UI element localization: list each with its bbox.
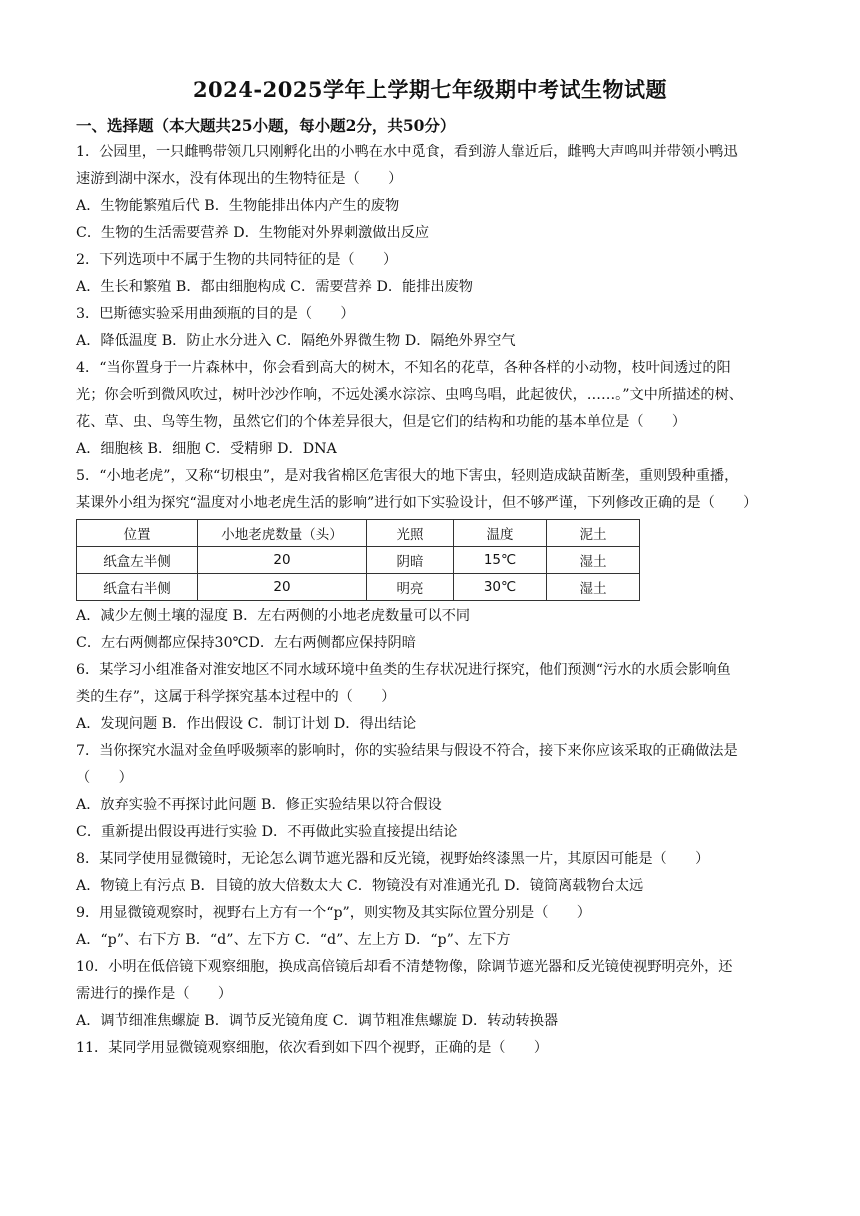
table-cell: 阴暗 [367,547,454,574]
q1-line-1: 1．公园里，一只雌鸭带领几只刚孵化出的小鸭在水中觅食，看到游人靠近后，雌鸭大声鸣叫并带领小鸭迅 [76,144,738,160]
q10-line-2: 需进行的操作是（ ） [76,986,233,1002]
q7-options-row2 [76,819,786,846]
q5-line-1: 5．“小地老虎”，又称“切根虫”，是对我省棉区危害很大的地下害虫，轻则造成缺苗断垄，重则毁种重播， [76,468,739,484]
table-row [77,574,640,601]
q1-options-row1 [76,193,786,220]
q2-option-b: B．都由细胞构成 [175,279,286,295]
q6-option-a: A．发现问题 [76,716,158,732]
q8-options [76,873,786,900]
q1-option-b: B．生物能排出体内产生的废物 [204,198,400,214]
table-cell: 30℃ [454,574,547,601]
q7-line-1: 7．当你探究水温对金鱼呼吸频率的影响时，你的实验结果与假设不符合，接下来你应该采取的正确做法是 [76,743,738,759]
q3-options [76,328,786,355]
table-header-row [77,520,640,547]
q5-option-a: A．减少左侧土壤的湿度 [76,608,229,624]
q10-line-1: 10．小明在低倍镜下观察细胞，换成高倍镜后却看不清楚物像，除调节遮光器和反光镜使视野明亮外，还 [76,959,733,975]
table-cell: 明亮 [367,574,454,601]
q4-option-d: D．DNA [277,441,337,457]
q1-option-c: C．生物的生活需要营养 [76,225,229,241]
section-heading: 一、选择题（本大题共25小题，每小题2分，共50分） [76,116,456,135]
q8-option-c: C．物镜没有对准通光孔 [346,878,500,894]
q4-option-a: A．细胞核 [76,441,143,457]
q5-option-c: C．左右两侧都应保持30℃ [76,635,249,651]
table-cell: 纸盒右半侧 [77,574,198,601]
q6-option-c: C．制订计划 [247,716,330,732]
experiment-table [76,519,640,601]
q1-option-a: A．生物能繁殖后代 [76,198,200,214]
q1-options-row2 [76,220,786,247]
q10-option-b: B．调节反光镜角度 [204,1013,329,1029]
q7-line-2: （ ） [76,770,133,786]
q10-option-a: A．调节细准焦螺旋 [76,1013,200,1029]
q5-option-d: D．左右两侧都应保持阴暗 [248,635,416,651]
q9-option-c: C．“d”、左上方 [294,932,401,948]
table-cell: 20 [198,574,367,601]
q1-option-d: D．生物能对外界刺激做出反应 [233,225,430,241]
q7-options-row1 [76,792,786,819]
table-header-cell: 温度 [454,520,547,547]
q5-option-b: B．左右两侧的小地老虎数量可以不同 [232,608,471,624]
q9-option-d: D．“p”、左下方 [404,932,511,948]
q7-option-b: B．修正实验结果以符合假设 [261,797,442,813]
q9-stem: 9．用显微镜观察时，视野右上方有一个“p”，则实物及其实际位置分别是（ ） [76,905,591,921]
q2-option-a: A．生长和繁殖 [76,279,172,295]
table-cell: 湿土 [547,547,640,574]
q3-option-d: D．隔绝外界空气 [404,333,516,349]
q4-option-b: B．细胞 [147,441,201,457]
q6-option-b: B．作出假设 [161,716,244,732]
q4-line-3: 花、草、虫、鸟等生物，虽然它们的个体差异很大，但是它们的结构和功能的基本单位是（ ） [76,414,687,430]
table-header-cell: 泥土 [547,520,640,547]
q8-option-d: D．镜筒离载物台太远 [504,878,644,894]
q8-option-a: A．物镜上有污点 [76,878,186,894]
q6-line-2: 类的生存”，这属于科学探究基本过程中的（ ） [76,689,396,705]
table-header-cell: 小地老虎数量（头） [198,520,367,547]
table-cell: 20 [198,547,367,574]
q6-options [76,711,786,738]
q3-option-c: C．隔绝外界微生物 [275,333,401,349]
q5-options-row2 [76,630,786,657]
table-cell: 纸盒左半侧 [77,547,198,574]
q5-line-2: 某课外小组为探究“温度对小地老虎生活的影响”进行如下实验设计，但不够严谨，下列修改正确的是（ ） [76,495,758,511]
q7-option-a: A．放弃实验不再探讨此问题 [76,797,257,813]
q1-line-2: 速游到湖中深水，没有体现出的生物特征是（ ） [76,171,403,187]
q5-options-row1 [76,603,786,630]
table-cell: 湿土 [547,574,640,601]
table-cell: 15℃ [454,547,547,574]
q6-line-1: 6．某学习小组准备对淮安地区不同水域环境中鱼类的生存状况进行探究，他们预测“污水的水质会影响鱼 [76,662,731,678]
q3-option-a: A．降低温度 [76,333,158,349]
q3-stem: 3．巴斯德实验采用曲颈瓶的目的是（ ） [76,306,355,322]
q8-option-b: B．目镜的放大倍数太大 [190,878,343,894]
q4-line-2: 光；你会听到微风吹过，树叶沙沙作响，不远处溪水淙淙、虫鸣鸟唱，此起彼伏，……。”文中所描述的树、 [76,387,743,403]
q7-option-d: D．不再做此实验直接提出结论 [261,824,458,840]
q11-stem: 11．某同学用显微镜观察细胞，依次看到如下四个视野，正确的是（ ） [76,1040,549,1056]
q2-option-d: D．能排出废物 [376,279,473,295]
exam-title: 2024-2025学年上学期七年级期中考试生物试题 [192,77,668,102]
table-header-cell: 光照 [367,520,454,547]
q4-line-1: 4．“当你置身于一片森林中，你会看到高大的树木，不知名的花草，各种各样的小动物，枝叶间透过的阳 [76,360,731,376]
table-row [77,547,640,574]
q8-stem: 8．某同学使用显微镜时，无论怎么调节遮光器和反光镜，视野始终漆黑一片，其原因可能是（ ） [76,851,710,867]
q2-option-c: C．需要营养 [290,279,372,295]
q4-options [76,436,786,463]
q9-option-a: A．“p”、右下方 [76,932,181,948]
q10-options [76,1008,786,1035]
q9-options [76,927,786,954]
q2-options [76,274,786,301]
q6-option-d: D．得出结论 [333,716,417,732]
q3-option-b: B．防止水分进入 [161,333,272,349]
q9-option-b: B．“d”、左下方 [185,932,291,948]
exam-content [76,112,786,1062]
q10-option-c: C．调节粗准焦螺旋 [332,1013,458,1029]
q10-option-d: D．转动转换器 [461,1013,559,1029]
q7-option-c: C．重新提出假设再进行实验 [76,824,258,840]
q4-option-c: C．受精卵 [205,441,273,457]
table-header-cell: 位置 [77,520,198,547]
q2-stem: 2．下列选项中不属于生物的共同特征的是（ ） [76,252,398,268]
